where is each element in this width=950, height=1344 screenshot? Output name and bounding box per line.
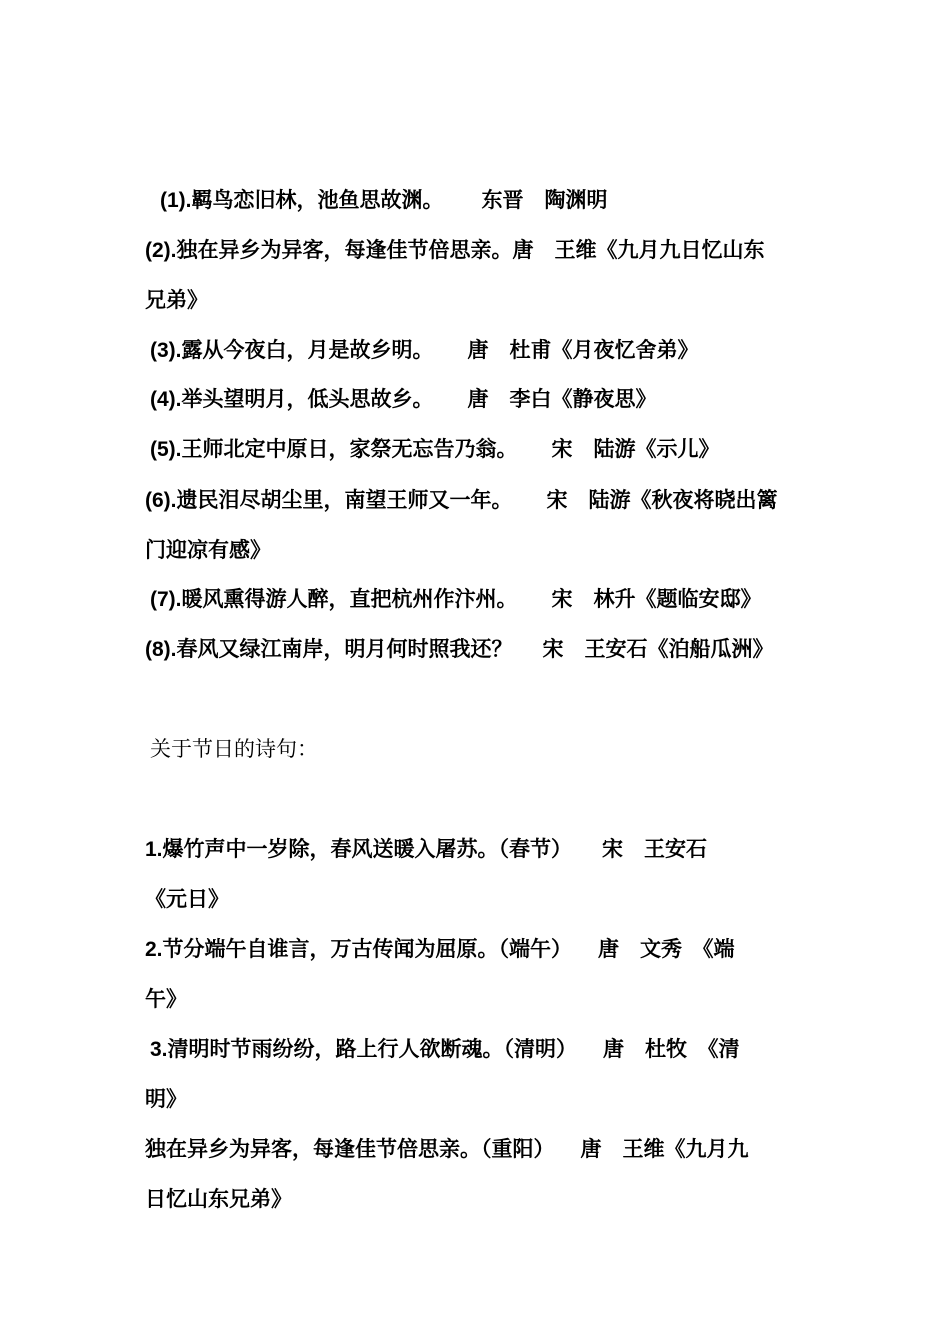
poem-source: 唐 王维《九月九 bbox=[580, 1137, 749, 1161]
poem-text: 遗民泪尽胡尘里，南望王师又一年。 bbox=[176, 488, 513, 512]
festival-line-1 bbox=[145, 834, 825, 865]
poem-line-4 bbox=[150, 384, 830, 415]
poem-text: 爆竹声中一岁除，春风送暖入屠苏。（春节） bbox=[162, 837, 573, 861]
poem-source: 宋 王安石《泊船瓜洲》 bbox=[542, 637, 774, 661]
poem-source: 唐 杜甫《月夜忆舍弟》 bbox=[467, 338, 699, 362]
poem-number: 1. bbox=[145, 838, 163, 861]
poem-number: 3. bbox=[150, 1038, 168, 1061]
poem-line-2-continued bbox=[145, 285, 825, 315]
festival-line-2 bbox=[145, 934, 825, 965]
poem-text: 举头望明月，低头思故乡。 bbox=[181, 387, 434, 411]
poem-line-3 bbox=[150, 335, 830, 366]
festival-line-4 bbox=[145, 1134, 825, 1164]
poem-source: 宋 林升《题临安邸》 bbox=[551, 587, 762, 611]
festival-line-4-continued bbox=[145, 1184, 825, 1214]
poem-line-2 bbox=[145, 235, 825, 266]
poem-source: 宋 陆游《秋夜将晓出篱 bbox=[546, 488, 778, 512]
poem-number: (3). bbox=[150, 339, 182, 362]
poem-text: 露从今夜白，月是故乡明。 bbox=[181, 338, 434, 362]
poem-line-8 bbox=[145, 634, 825, 665]
poem-source-continued: 明》 bbox=[145, 1087, 187, 1111]
poem-text-continued: 兄弟》 bbox=[145, 288, 208, 312]
poem-number: (7). bbox=[150, 588, 182, 611]
poem-source-continued: 日忆山东兄弟》 bbox=[145, 1187, 292, 1211]
poem-text: 暖风熏得游人醉，直把杭州作汴州。 bbox=[181, 587, 518, 611]
festival-line-3 bbox=[150, 1034, 830, 1065]
poem-line-6-continued bbox=[145, 535, 825, 565]
poem-source: 宋 王安石 bbox=[602, 837, 708, 861]
poem-number: (1). bbox=[160, 189, 192, 212]
poem-source-continued: 午》 bbox=[145, 987, 187, 1011]
poem-source: 唐 李白《静夜思》 bbox=[467, 387, 657, 411]
festival-line-1-continued bbox=[145, 884, 825, 914]
poem-text: 独在异乡为异客，每逢佳节倍思亲。（重阳） bbox=[145, 1137, 555, 1161]
poem-source: 唐 杜牧 《清 bbox=[603, 1037, 740, 1061]
poem-line-1 bbox=[160, 185, 840, 216]
section-heading bbox=[150, 734, 830, 764]
poem-number: (6). bbox=[145, 489, 177, 512]
poem-text: 羁鸟恋旧林，池鱼思故渊。 bbox=[191, 188, 444, 212]
festival-line-3-continued bbox=[145, 1084, 825, 1114]
festival-line-2-continued bbox=[145, 984, 825, 1014]
poem-source: 唐 文秀 《端 bbox=[598, 937, 735, 961]
poem-line-7 bbox=[150, 584, 830, 615]
poem-text: 王师北定中原日，家祭无忘告乃翁。 bbox=[181, 437, 518, 461]
poem-number: (4). bbox=[150, 388, 182, 411]
poem-text: 春风又绿江南岸，明月何时照我还？ bbox=[176, 637, 513, 661]
poem-text: 清明时节雨纷纷，路上行人欲断魂。（清明） bbox=[167, 1037, 578, 1061]
poem-source: 宋 陆游《示儿》 bbox=[551, 437, 720, 461]
poem-line-6 bbox=[145, 485, 825, 516]
poem-text: 独在异乡为异客，每逢佳节倍思亲。唐 王维《九月九日忆山东 bbox=[176, 238, 765, 262]
poem-number: (2). bbox=[145, 239, 177, 262]
poem-source: 东晋 陶渊明 bbox=[481, 188, 608, 212]
poem-source-continued: 《元日》 bbox=[145, 887, 229, 911]
poem-line-5 bbox=[150, 434, 830, 465]
poem-number: 2. bbox=[145, 938, 163, 961]
poem-text: 节分端午自谁言，万古传闻为屈原。（端午） bbox=[162, 937, 573, 961]
poem-source-continued: 门迎凉有感》 bbox=[145, 538, 271, 562]
poem-number: (5). bbox=[150, 438, 182, 461]
festival-heading: 关于节日的诗句： bbox=[150, 737, 318, 761]
poem-number: (8). bbox=[145, 638, 177, 661]
